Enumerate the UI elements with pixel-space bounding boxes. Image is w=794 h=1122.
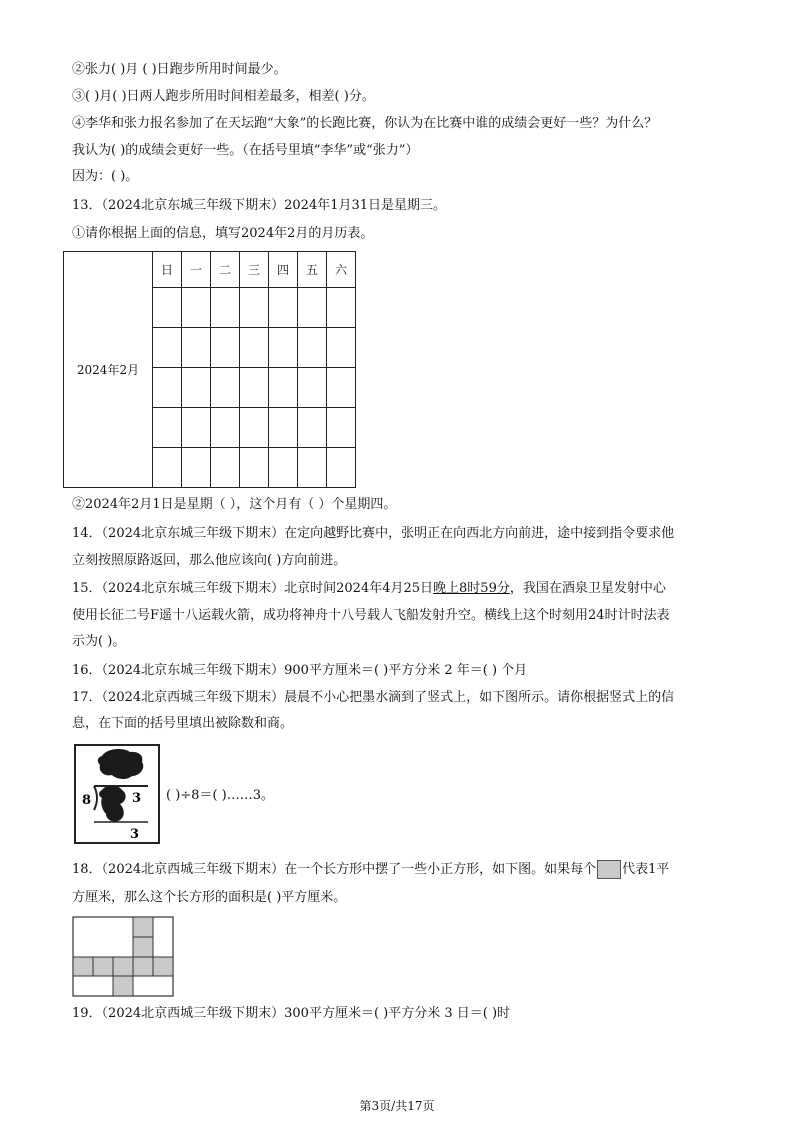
dividend-visible-digit: 3: [132, 791, 142, 806]
calendar-table: [63, 251, 356, 488]
q15-line1: [72, 579, 666, 599]
q17-equation: ( )÷8＝( )……3。: [166, 788, 274, 803]
calendar-cell[interactable]: [153, 288, 182, 328]
weekday-header: 日: [153, 252, 182, 288]
calendar-cell[interactable]: [211, 328, 240, 368]
q13-heading: 13．（2024北京东城三年级下期末）2024年1月31日是星期三。: [72, 198, 447, 213]
calendar-cell[interactable]: [269, 448, 298, 488]
q18-text-post: 代表1平: [622, 862, 670, 877]
calendar-cell[interactable]: [211, 408, 240, 448]
q15-line3: 示为( )。: [72, 634, 126, 649]
calendar-cell[interactable]: [240, 288, 269, 328]
q15-text-pre: 15．（2024北京东城三年级下期末）北京时间2024年4月25日: [72, 581, 434, 596]
calendar-month-label: 2024年2月: [64, 252, 153, 488]
calendar-cell[interactable]: [153, 328, 182, 368]
calendar-cell[interactable]: [269, 408, 298, 448]
calendar-cell[interactable]: [240, 368, 269, 408]
q17-line2: 息，在下面的括号里填出被除数和商。: [72, 716, 294, 731]
calendar-cell[interactable]: [211, 448, 240, 488]
calendar-cell[interactable]: [153, 368, 182, 408]
q12-part4: ④李华和张力报名参加了在天坛跑“大象”的长跑比赛，你认为在比赛中谁的成绩会更好一些？为什么？: [72, 116, 658, 131]
divisor-digit: 8: [82, 793, 92, 808]
q18-line2: 方厘米，那么这个长方形的面积是( )平方厘米。: [72, 890, 347, 905]
gray-square: [133, 917, 153, 937]
calendar-cell[interactable]: [182, 408, 211, 448]
q14-line1: 14．（2024北京东城三年级下期末）在定向越野比赛中，张明正在向西北方向前进，途中接到指令要求他: [72, 526, 675, 541]
weekday-header: 六: [327, 252, 356, 288]
remainder-digit: 3: [130, 827, 140, 842]
ink-blot-top: [98, 749, 143, 779]
calendar-cell[interactable]: [240, 448, 269, 488]
calendar-cell[interactable]: [240, 328, 269, 368]
q19: 19．（2024北京西城三年级下期末）300平方厘米＝( )平方分米 3 日＝( )时: [72, 1006, 511, 1021]
calendar-cell[interactable]: [211, 368, 240, 408]
calendar-cell[interactable]: [269, 328, 298, 368]
q15-line2: 使用长征二号F遥十八运载火箭，成功将神舟十八号载人飞船发射升空。横线上这个时刻用24时计时法表: [72, 608, 670, 623]
q12-part4-reason: 因为：( )。: [72, 169, 139, 184]
weekday-header: 二: [211, 252, 240, 288]
q13-part1: ①请你根据上面的信息，填写2024年2月的月历表。: [72, 226, 374, 241]
gray-square: [153, 957, 173, 976]
q15-text-post: ，我国在酒泉卫星发射中心: [509, 581, 666, 596]
gray-square: [133, 937, 153, 957]
calendar-cell[interactable]: [327, 368, 356, 408]
calendar-cell[interactable]: [298, 368, 327, 408]
division-svg: [76, 746, 158, 842]
q17-line1: 17．（2024北京西城三年级下期末）晨晨不小心把墨水滴到了竖式上，如下图所示。请你根据竖式上的信: [72, 690, 675, 705]
calendar-cell[interactable]: [327, 448, 356, 488]
calendar-cell[interactable]: [327, 408, 356, 448]
ink-blot-main: [99, 786, 126, 822]
calendar-cell[interactable]: [153, 448, 182, 488]
calendar-cell[interactable]: [182, 368, 211, 408]
q12-part4-answer: 我认为( )的成绩会更好一些。（在括号里填“李华”或“张力”）: [72, 143, 419, 158]
page-footer: 第3页/共17页: [359, 1099, 435, 1113]
gray-square: [73, 957, 93, 976]
gray-square: [93, 957, 113, 976]
q15-underlined-time: 晚上8时59分: [433, 581, 510, 596]
calendar-cell[interactable]: [182, 288, 211, 328]
q13-part2: ②2024年2月1日是星期（ ），这个月有（ ）个星期四。: [72, 497, 397, 512]
weekday-header: 三: [240, 252, 269, 288]
gray-square: [133, 957, 153, 976]
q16: 16．（2024北京东城三年级下期末）900平方厘米＝( )平方分米 2 年＝( ) 个月: [72, 663, 528, 678]
unit-square-icon: [597, 860, 621, 879]
calendar-cell[interactable]: [298, 328, 327, 368]
gray-square: [113, 957, 133, 976]
q12-part3: ③( )月( )日两人跑步所用时间相差最多，相差( )分。: [72, 89, 375, 104]
q18-line1: [72, 860, 669, 880]
calendar-cell[interactable]: [327, 288, 356, 328]
calendar-cell[interactable]: [182, 328, 211, 368]
calendar-cell[interactable]: [240, 408, 269, 448]
calendar-cell[interactable]: [298, 408, 327, 448]
calendar-cell[interactable]: [298, 288, 327, 328]
weekday-header: 四: [269, 252, 298, 288]
calendar-cell[interactable]: [269, 288, 298, 328]
calendar-cell[interactable]: [211, 288, 240, 328]
weekday-header: 五: [298, 252, 327, 288]
q14-line2: 立刻按照原路返回，那么他应该向( )方向前进。: [72, 553, 347, 568]
calendar-cell[interactable]: [153, 408, 182, 448]
rectangle-grid-figure: [72, 916, 176, 998]
weekday-header: 一: [182, 252, 211, 288]
calendar-cell[interactable]: [298, 448, 327, 488]
q18-text-pre: 18．（2024北京西城三年级下期末）在一个长方形中摆了一些小正方形，如下图。如果每个: [72, 862, 597, 877]
q12-part2: ②张力( )月 ( )日跑步所用时间最少。: [72, 62, 287, 77]
calendar-cell[interactable]: [327, 328, 356, 368]
calendar-cell[interactable]: [269, 368, 298, 408]
gray-square: [113, 976, 133, 996]
division-figure: [74, 744, 160, 844]
calendar-cell[interactable]: [182, 448, 211, 488]
